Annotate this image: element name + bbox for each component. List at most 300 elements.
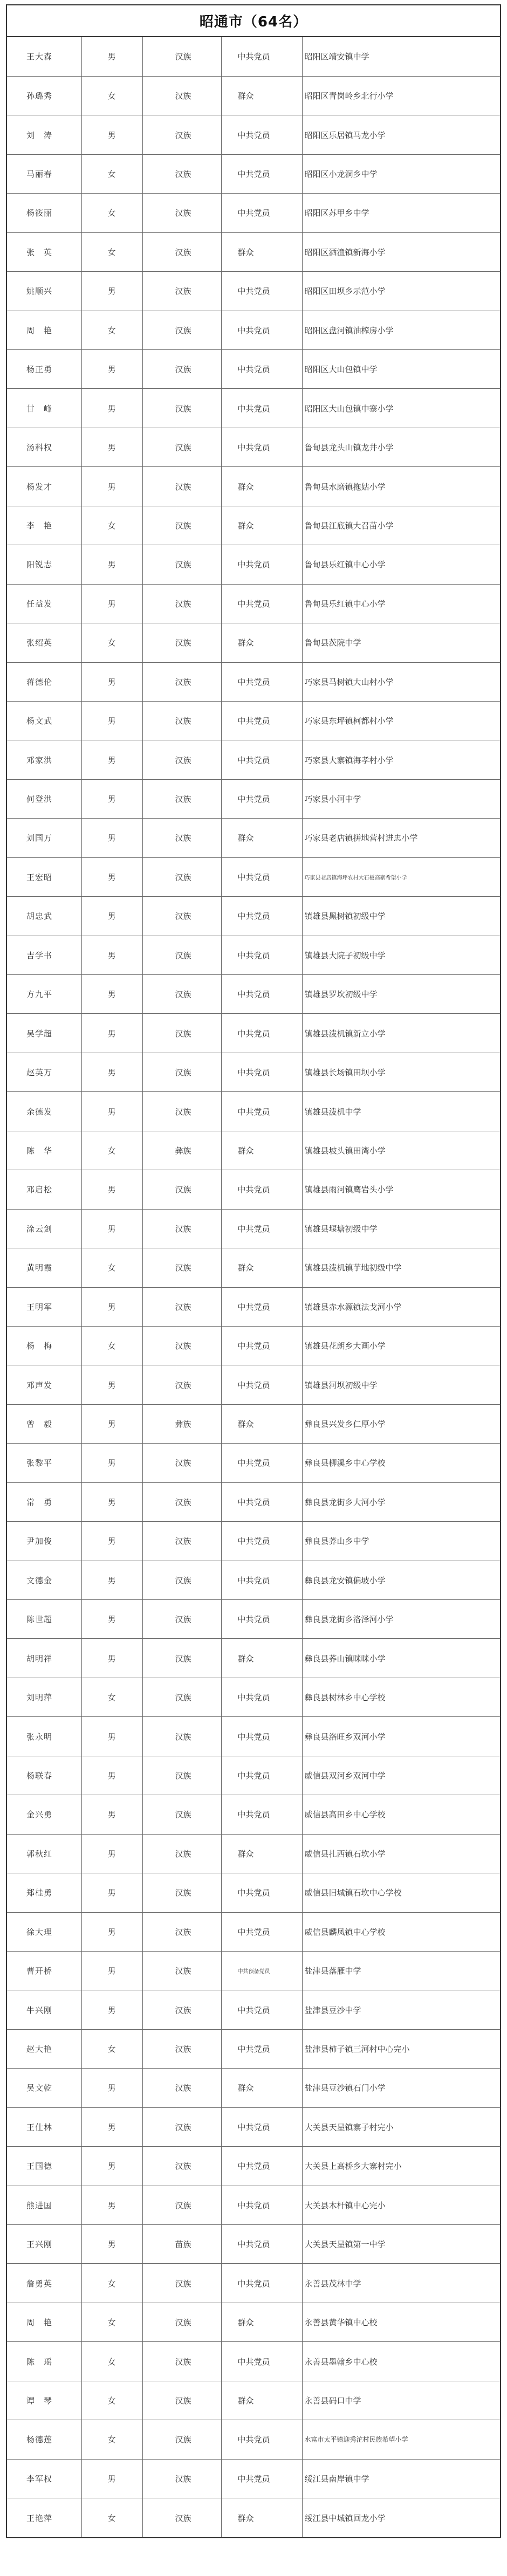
political-status-cell: 中共党员 [221, 1014, 302, 1053]
workplace-cell: 盐津县豆沙镇石门小学 [302, 2069, 500, 2107]
name-cell: 王兴刚 [7, 2225, 81, 2264]
gender-cell: 男 [81, 1834, 142, 1873]
gender-cell: 男 [81, 1482, 142, 1521]
name-cell: 黄明霞 [7, 1248, 81, 1287]
name-cell: 马丽春 [7, 154, 81, 193]
name-cell: 杨联春 [7, 1756, 81, 1795]
table-row [7, 2498, 500, 2537]
gender-cell: 男 [81, 350, 142, 389]
table-row [7, 2459, 500, 2498]
table-row [7, 623, 500, 662]
workplace-cell: 绥江县中城镇回龙小学 [302, 2498, 500, 2537]
workplace-cell: 昭阳区靖安镇中学 [302, 37, 500, 76]
political-status-cell: 群众 [221, 1639, 302, 1678]
workplace-cell: 镇雄县泼机镇新立小学 [302, 1014, 500, 1053]
table-row [7, 1404, 500, 1443]
gender-cell: 男 [81, 857, 142, 896]
name-cell: 张永明 [7, 1717, 81, 1756]
political-status-cell: 中共党员 [221, 1717, 302, 1756]
workplace-cell: 永善县墨翰乡中心校 [302, 2342, 500, 2381]
political-status-cell: 中共党员 [221, 1170, 302, 1209]
table-row [7, 2069, 500, 2107]
ethnicity-cell: 汉族 [142, 1561, 221, 1599]
ethnicity-cell: 汉族 [142, 701, 221, 740]
name-cell: 吉学书 [7, 936, 81, 974]
table-row [7, 1873, 500, 1912]
political-status-cell: 中共党员 [221, 154, 302, 193]
workplace-cell: 鲁甸县乐红镇中心小学 [302, 584, 500, 623]
name-cell: 张绍英 [7, 623, 81, 662]
ethnicity-cell: 汉族 [142, 1873, 221, 1912]
table-row [7, 1600, 500, 1639]
table-row [7, 1444, 500, 1482]
workplace-cell: 永善县码口中学 [302, 2381, 500, 2420]
political-status-cell: 中共党员 [221, 584, 302, 623]
ethnicity-cell: 汉族 [142, 1717, 221, 1756]
workplace-cell: 威信县旧城镇石坎中心学校 [302, 1873, 500, 1912]
ethnicity-cell: 汉族 [142, 975, 221, 1014]
political-status-cell: 群众 [221, 1834, 302, 1873]
table-row [7, 740, 500, 779]
political-status-cell: 中共党员 [221, 1756, 302, 1795]
name-cell: 汤科权 [7, 428, 81, 466]
workplace-cell: 鲁甸县江底镇大召苗小学 [302, 506, 500, 545]
name-cell: 涂云剑 [7, 1209, 81, 1248]
table-row [7, 857, 500, 896]
workplace-cell: 盐津县豆沙中学 [302, 1990, 500, 2029]
table-row [7, 1912, 500, 1951]
ethnicity-cell: 汉族 [142, 2498, 221, 2537]
workplace-cell: 昭阳区大山包镇中学 [302, 350, 500, 389]
ethnicity-cell: 汉族 [142, 1092, 221, 1131]
workplace-cell: 镇雄县花朗乡大画小学 [302, 1326, 500, 1365]
ethnicity-cell: 汉族 [142, 623, 221, 662]
gender-cell: 男 [81, 389, 142, 428]
workplace-cell: 大关县天星镇寨子村完小 [302, 2107, 500, 2146]
ethnicity-cell: 汉族 [142, 662, 221, 701]
table-row [7, 1365, 500, 1404]
workplace-cell: 镇雄县黑树镇初级中学 [302, 897, 500, 936]
table-row [7, 1717, 500, 1756]
table-row [7, 194, 500, 232]
gender-cell: 男 [81, 2147, 142, 2186]
gender-cell: 男 [81, 1170, 142, 1209]
ethnicity-cell: 汉族 [142, 1444, 221, 1482]
ethnicity-cell: 汉族 [142, 2147, 221, 2186]
name-cell: 何登洪 [7, 779, 81, 818]
table-row [7, 1209, 500, 1248]
table-row [7, 1561, 500, 1599]
ethnicity-cell: 汉族 [142, 1600, 221, 1639]
political-status-cell: 中共党员 [221, 857, 302, 896]
name-cell: 郑桂勇 [7, 1873, 81, 1912]
gender-cell: 女 [81, 2381, 142, 2420]
name-cell: 陈 瑶 [7, 2342, 81, 2381]
table-row [7, 1131, 500, 1170]
table-row [7, 1795, 500, 1834]
workplace-cell: 永善县茂林中学 [302, 2264, 500, 2303]
political-status-cell: 中共党员 [221, 1209, 302, 1248]
table-row [7, 1287, 500, 1326]
ethnicity-cell: 汉族 [142, 115, 221, 154]
gender-cell: 男 [81, 975, 142, 1014]
political-status-cell: 中共党员 [221, 1365, 302, 1404]
name-cell: 刘 涛 [7, 115, 81, 154]
ethnicity-cell: 汉族 [142, 936, 221, 974]
political-status-cell: 中共党员 [221, 1326, 302, 1365]
political-status-cell: 中共党员 [221, 1795, 302, 1834]
political-status-cell: 中共党员 [221, 1990, 302, 2029]
table-row [7, 975, 500, 1014]
table-row [7, 2381, 500, 2420]
name-cell: 郭秋红 [7, 1834, 81, 1873]
workplace-cell: 鲁甸县乐红镇中心小学 [302, 545, 500, 584]
ethnicity-cell: 汉族 [142, 584, 221, 623]
political-status-cell: 中共党员 [221, 428, 302, 466]
name-cell: 邓声发 [7, 1365, 81, 1404]
ethnicity-cell: 汉族 [142, 1678, 221, 1716]
workplace-cell: 威信县双河乡双河中学 [302, 1756, 500, 1795]
name-cell: 邓启松 [7, 1170, 81, 1209]
gender-cell: 女 [81, 1326, 142, 1365]
political-status-cell: 中共党员 [221, 1600, 302, 1639]
name-cell: 周 艳 [7, 2303, 81, 2341]
ethnicity-cell: 汉族 [142, 1522, 221, 1561]
table-row [7, 819, 500, 857]
political-status-cell: 中共党员 [221, 936, 302, 974]
ethnicity-cell: 汉族 [142, 545, 221, 584]
gender-cell: 男 [81, 936, 142, 974]
gender-cell: 男 [81, 740, 142, 779]
workplace-cell: 鲁甸县龙头山镇龙井小学 [302, 428, 500, 466]
gender-cell: 男 [81, 2069, 142, 2107]
political-status-cell: 中共党员 [221, 2459, 302, 2498]
teacher-table [7, 37, 500, 2537]
ethnicity-cell: 汉族 [142, 1053, 221, 1091]
table-row [7, 1756, 500, 1795]
name-cell: 陈 华 [7, 1131, 81, 1170]
workplace-cell: 镇雄县堰塘初级中学 [302, 1209, 500, 1248]
table-row [7, 1092, 500, 1131]
table-row [7, 1990, 500, 2029]
ethnicity-cell: 彝族 [142, 1404, 221, 1443]
workplace-cell: 巧家县大寨镇海孝村小学 [302, 740, 500, 779]
table-row [7, 1951, 500, 1990]
workplace-cell: 镇雄县大院子初级中学 [302, 936, 500, 974]
ethnicity-cell: 汉族 [142, 1756, 221, 1795]
name-cell: 王大森 [7, 37, 81, 76]
ethnicity-cell: 汉族 [142, 37, 221, 76]
table-row [7, 154, 500, 193]
gender-cell: 男 [81, 897, 142, 936]
table-row [7, 1522, 500, 1561]
gender-cell: 男 [81, 1561, 142, 1599]
table-row [7, 272, 500, 311]
workplace-cell: 昭阳区田坝乡示范小学 [302, 272, 500, 311]
gender-cell: 男 [81, 1404, 142, 1443]
workplace-cell: 永善县黄华镇中心校 [302, 2303, 500, 2341]
gender-cell: 女 [81, 194, 142, 232]
name-cell: 邓家洪 [7, 740, 81, 779]
ethnicity-cell: 汉族 [142, 897, 221, 936]
name-cell: 余德发 [7, 1092, 81, 1131]
gender-cell: 男 [81, 1912, 142, 1951]
gender-cell: 女 [81, 623, 142, 662]
name-cell: 陈世超 [7, 1600, 81, 1639]
ethnicity-cell: 汉族 [142, 1170, 221, 1209]
gender-cell: 女 [81, 2303, 142, 2341]
ethnicity-cell: 汉族 [142, 2186, 221, 2224]
table-row [7, 1639, 500, 1678]
ethnicity-cell: 汉族 [142, 2381, 221, 2420]
political-status-cell: 中共预备党员 [221, 1951, 302, 1990]
table-row [7, 662, 500, 701]
name-cell: 赵英万 [7, 1053, 81, 1091]
ethnicity-cell: 苗族 [142, 2225, 221, 2264]
political-status-cell: 中共党员 [221, 350, 302, 389]
gender-cell: 女 [81, 2342, 142, 2381]
gender-cell: 男 [81, 272, 142, 311]
name-cell: 姚顺兴 [7, 272, 81, 311]
workplace-cell: 镇雄县泼机中学 [302, 1092, 500, 1131]
name-cell: 尹加俊 [7, 1522, 81, 1561]
gender-cell: 男 [81, 1053, 142, 1091]
gender-cell: 男 [81, 37, 142, 76]
table-row [7, 1170, 500, 1209]
workplace-cell: 昭阳区青岗岭乡北行小学 [302, 76, 500, 115]
table-row [7, 467, 500, 506]
ethnicity-cell: 汉族 [142, 311, 221, 349]
gender-cell: 男 [81, 779, 142, 818]
name-cell: 王宏昭 [7, 857, 81, 896]
name-cell: 曾 毅 [7, 1404, 81, 1443]
name-cell: 胡忠武 [7, 897, 81, 936]
political-status-cell: 中共党员 [221, 2186, 302, 2224]
gender-cell: 男 [81, 1756, 142, 1795]
name-cell: 吴文乾 [7, 2069, 81, 2107]
political-status-cell: 中共党员 [221, 2147, 302, 2186]
table-row [7, 897, 500, 936]
workplace-cell: 彝良县龙安镇偏坡小学 [302, 1561, 500, 1599]
gender-cell: 女 [81, 1678, 142, 1716]
name-cell: 刘明萍 [7, 1678, 81, 1716]
workplace-cell: 昭阳区洒渔镇新海小学 [302, 232, 500, 271]
political-status-cell: 中共党员 [221, 311, 302, 349]
ethnicity-cell: 汉族 [142, 350, 221, 389]
ethnicity-cell: 汉族 [142, 1834, 221, 1873]
name-cell: 牛兴刚 [7, 1990, 81, 2029]
name-cell: 阳锐志 [7, 545, 81, 584]
workplace-cell: 鲁甸县茨院中学 [302, 623, 500, 662]
name-cell: 任益发 [7, 584, 81, 623]
gender-cell: 男 [81, 545, 142, 584]
ethnicity-cell: 汉族 [142, 428, 221, 466]
ethnicity-cell: 汉族 [142, 389, 221, 428]
ethnicity-cell: 汉族 [142, 2029, 221, 2068]
workplace-cell: 昭阳区苏甲乡中学 [302, 194, 500, 232]
name-cell: 文德金 [7, 1561, 81, 1599]
political-status-cell: 中共党员 [221, 2225, 302, 2264]
political-status-cell: 群众 [221, 623, 302, 662]
ethnicity-cell: 汉族 [142, 857, 221, 896]
name-cell: 李军权 [7, 2459, 81, 2498]
name-cell: 赵大艳 [7, 2029, 81, 2068]
name-cell: 周 艳 [7, 311, 81, 349]
gender-cell: 男 [81, 584, 142, 623]
ethnicity-cell: 汉族 [142, 1014, 221, 1053]
table-row [7, 545, 500, 584]
political-status-cell: 中共党员 [221, 662, 302, 701]
gender-cell: 女 [81, 2029, 142, 2068]
workplace-cell: 大关县天星镇第一中学 [302, 2225, 500, 2264]
gender-cell: 男 [81, 1639, 142, 1678]
political-status-cell: 中共党员 [221, 1561, 302, 1599]
political-status-cell: 群众 [221, 819, 302, 857]
name-cell: 刘国万 [7, 819, 81, 857]
ethnicity-cell: 汉族 [142, 2264, 221, 2303]
gender-cell: 男 [81, 2107, 142, 2146]
table-row [7, 1014, 500, 1053]
name-cell: 曹开桥 [7, 1951, 81, 1990]
political-status-cell: 群众 [221, 2498, 302, 2537]
gender-cell: 女 [81, 1248, 142, 1287]
political-status-cell: 群众 [221, 467, 302, 506]
political-status-cell: 群众 [221, 506, 302, 545]
gender-cell: 男 [81, 1795, 142, 1834]
workplace-cell: 大关县上高桥乡大寨村完小 [302, 2147, 500, 2186]
ethnicity-cell: 汉族 [142, 506, 221, 545]
ethnicity-cell: 汉族 [142, 819, 221, 857]
table-row [7, 311, 500, 349]
name-cell: 张黎平 [7, 1444, 81, 1482]
workplace-cell: 彝良县洛旺乡双河小学 [302, 1717, 500, 1756]
table-row [7, 350, 500, 389]
gender-cell: 男 [81, 1014, 142, 1053]
gender-cell: 女 [81, 311, 142, 349]
political-status-cell: 中共党员 [221, 1092, 302, 1131]
political-status-cell: 中共党员 [221, 2029, 302, 2068]
political-status-cell: 中共党员 [221, 2342, 302, 2381]
workplace-cell: 彝良县荞山乡中学 [302, 1522, 500, 1561]
name-cell: 甘 峰 [7, 389, 81, 428]
name-cell: 詹勇英 [7, 2264, 81, 2303]
political-status-cell: 群众 [221, 1131, 302, 1170]
workplace-cell: 彝良县柳溪乡中心学校 [302, 1444, 500, 1482]
gender-cell: 男 [81, 1873, 142, 1912]
table-row [7, 2225, 500, 2264]
gender-cell: 女 [81, 506, 142, 545]
ethnicity-cell: 汉族 [142, 1482, 221, 1521]
gender-cell: 男 [81, 1522, 142, 1561]
ethnicity-cell: 汉族 [142, 1287, 221, 1326]
gender-cell: 男 [81, 819, 142, 857]
name-cell: 熊进国 [7, 2186, 81, 2224]
gender-cell: 男 [81, 701, 142, 740]
table-row [7, 389, 500, 428]
gender-cell: 女 [81, 1131, 142, 1170]
table-row [7, 2147, 500, 2186]
political-status-cell: 中共党员 [221, 701, 302, 740]
workplace-cell: 盐津县柿子镇三河村中心完小 [302, 2029, 500, 2068]
workplace-cell: 镇雄县罗坎初级中学 [302, 975, 500, 1014]
gender-cell: 男 [81, 467, 142, 506]
political-status-cell: 中共党员 [221, 2420, 302, 2459]
table-row [7, 1678, 500, 1716]
workplace-cell: 巧家县马树镇大山村小学 [302, 662, 500, 701]
gender-cell: 男 [81, 1717, 142, 1756]
workplace-cell: 昭阳区大山包镇中寨小学 [302, 389, 500, 428]
table-row [7, 2420, 500, 2459]
political-status-cell: 群众 [221, 2381, 302, 2420]
political-status-cell: 中共党员 [221, 115, 302, 154]
political-status-cell: 群众 [221, 2069, 302, 2107]
political-status-cell: 中共党员 [221, 1678, 302, 1716]
gender-cell: 男 [81, 662, 142, 701]
ethnicity-cell: 汉族 [142, 154, 221, 193]
workplace-cell: 巧家县老店镇海坪农村大石板高寨希望小学 [302, 857, 500, 896]
gender-cell: 男 [81, 2459, 142, 2498]
ethnicity-cell: 彝族 [142, 1131, 221, 1170]
ethnicity-cell: 汉族 [142, 2342, 221, 2381]
workplace-cell: 昭阳区乐居镇马龙小学 [302, 115, 500, 154]
table-row [7, 2029, 500, 2068]
political-status-cell: 群众 [221, 1404, 302, 1443]
name-cell: 杨发才 [7, 467, 81, 506]
gender-cell: 男 [81, 1444, 142, 1482]
name-cell: 常 勇 [7, 1482, 81, 1521]
workplace-cell: 彝良县龙街乡大河小学 [302, 1482, 500, 1521]
name-cell: 杨正勇 [7, 350, 81, 389]
table-row [7, 1834, 500, 1873]
name-cell: 胡明祥 [7, 1639, 81, 1678]
political-status-cell: 中共党员 [221, 272, 302, 311]
name-cell: 杨德莲 [7, 2420, 81, 2459]
table-row [7, 115, 500, 154]
ethnicity-cell: 汉族 [142, 1326, 221, 1365]
table-row [7, 584, 500, 623]
workplace-cell: 巧家县小河中学 [302, 779, 500, 818]
political-status-cell: 中共党员 [221, 194, 302, 232]
ethnicity-cell: 汉族 [142, 2107, 221, 2146]
gender-cell: 女 [81, 2420, 142, 2459]
name-cell: 方九平 [7, 975, 81, 1014]
political-status-cell: 群众 [221, 76, 302, 115]
political-status-cell: 中共党员 [221, 37, 302, 76]
gender-cell: 男 [81, 115, 142, 154]
name-cell: 王仕林 [7, 2107, 81, 2146]
ethnicity-cell: 汉族 [142, 1639, 221, 1678]
political-status-cell: 群众 [221, 2303, 302, 2341]
political-status-cell: 中共党员 [221, 1873, 302, 1912]
gender-cell: 男 [81, 1287, 142, 1326]
workplace-cell: 镇雄县坡头镇田湾小学 [302, 1131, 500, 1170]
workplace-cell: 彝良县树林乡中心学校 [302, 1678, 500, 1716]
workplace-cell: 水富市太平镇迎秀沱村民族希望小学 [302, 2420, 500, 2459]
ethnicity-cell: 汉族 [142, 1990, 221, 2029]
workplace-cell: 镇雄县长场镇田坝小学 [302, 1053, 500, 1091]
table-row [7, 779, 500, 818]
name-cell: 李 艳 [7, 506, 81, 545]
table-row [7, 2264, 500, 2303]
political-status-cell: 中共党员 [221, 2264, 302, 2303]
name-cell: 孙璐秀 [7, 76, 81, 115]
political-status-cell: 中共党员 [221, 1444, 302, 1482]
political-status-cell: 中共党员 [221, 545, 302, 584]
workplace-cell: 镇雄县河坝初级中学 [302, 1365, 500, 1404]
workplace-cell: 彝良县龙街乡洛泽河小学 [302, 1600, 500, 1639]
workplace-cell: 大关县木杆镇中心完小 [302, 2186, 500, 2224]
workplace-cell: 巧家县东坪镇柯都村小学 [302, 701, 500, 740]
